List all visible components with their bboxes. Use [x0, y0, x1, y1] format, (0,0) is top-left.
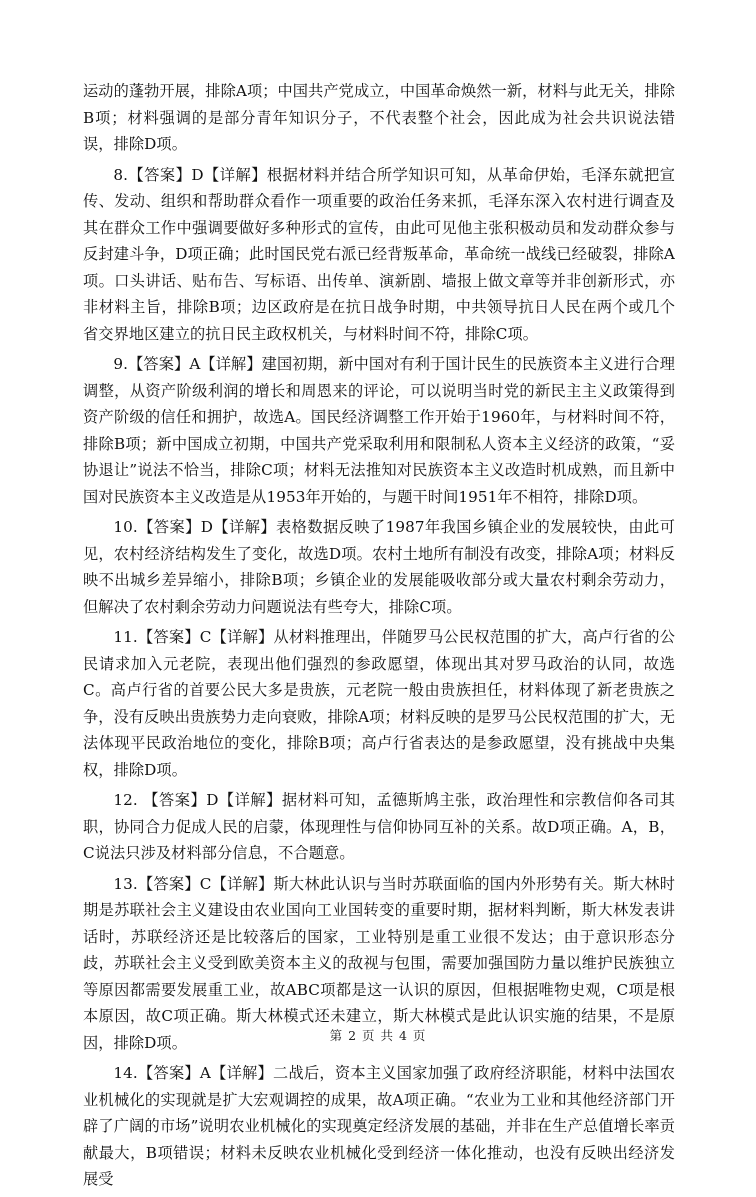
answer-paragraph-8: 8.【答案】D【详解】根据材料并结合所学知识可知，从革命伊始，毛泽东就把宣传、发动、组织和帮助群众看作一项重要的政治任务来抓，毛泽东深入农村进行调查及其在群众工作中强调要做好多种形式的宣传，由此可见他主张积极动员和发动群众参与反封建斗争，D项正确；此时国民党右派已经背叛革命，革命统一战线已经破裂，排除A项。口头讲话、贴布告、写标语、出传单、演新剧、墙报上做文章等并非创新形式，亦非材料主旨，排除B项；边区政府是在抗日战争时期，中共领导抗日人民在两个或几个省交界地区建立的抗日民主政权机关，与材料时间不符，排除C项。: [83, 165, 675, 343]
answer-paragraph-9: 9.【答案】A【详解】建国初期，新中国对有利于国计民生的民族资本主义进行合理调整，从资产阶级利润的增长和周恩来的评论，可以说明当时党的新民主主义政策得到资产阶级的信任和拥护，故选A。国民经济调整工作开始于1960年，与材料时间不符，排除B项；新中国成立初期，中国共产党采取利用和限制私人资本主义经济的政策，“妥协退让”说法不恰当，排除C项；材料无法推知对民族资本主义改造时机成熟，而且新中国对民族资本主义改造是从1953年开始的，与题干时间1951年不相符，排除D项。: [83, 355, 675, 506]
answer-paragraph-10: 10.【答案】D【详解】表格数据反映了1987年我国乡镇企业的发展较快，由此可见，农村经济结构发生了变化，故选D项。农村土地所有制没有改变，排除A项；材料反映不出城乡差异缩小，排除B项；乡镇企业的发展能吸收部分或大量农村剩余劳动力，但解决了农村剩余劳动力问题说法有些夸大，排除C项。: [83, 518, 675, 616]
answer-paragraph-14: 14.【答案】A【详解】二战后，资本主义国家加强了政府经济职能，材料中法国农业机械化的实现就是扩大宏观调控的成果，故A项正确。“农业为工业和其他经济部门开辟了广阔的市场”说明农业机械化的实现奠定经济发展的基础，并非在生产总值增长率贡献最大，B项错误；材料未反映农业机械化受到经济一体化推动，也没有反映出经济发展受: [83, 1064, 675, 1188]
page-number-footer: 第 2 页 共 4 页: [329, 1028, 427, 1043]
paragraph-continuation: 运动的蓬勃开展，排除A项；中国共产党成立，中国革命焕然一新，材料与此无关，排除B项；材料强调的是部分青年知识分子，不代表整个社会，因此成为社会共识说法错误，排除D项。: [83, 82, 675, 153]
answer-paragraph-12: 12. 【答案】D【详解】据材料可知，孟德斯鸠主张，政治理性和宗教信仰各司其职，协同合力促成人民的启蒙，体现理性与信仰协同互补的关系。故D项正确。A，B，C说法只涉及材料部分信息，不合题意。: [83, 791, 675, 862]
answer-paragraph-11: 11.【答案】C【详解】从材料推理出，伴随罗马公民权范围的扩大，高卢行省的公民请求加入元老院，表现出他们强烈的参政愿望，体现出其对罗马政治的认同，故选C。高卢行省的首要公民大多是贵族，元老院一般由贵族担任，材料体现了新老贵族之争，没有反映出贵族势力走向衰败，排除A项；材料反映的是罗马公民权范围的扩大，无法体现平民政治地位的变化，排除B项；高卢行省表达的是参政愿望，没有挑战中央集权，排除D项。: [83, 628, 675, 779]
answer-paragraph-13: 13.【答案】C【详解】斯大林此认识与当时苏联面临的国内外形势有关。斯大林时期是苏联社会主义建设由农业国向工业国转变的重要时期，据材料判断，斯大林发表讲话时，苏联经济还是比较落后的国家，工业特别是重工业很不发达；由于意识形态分歧，苏联社会主义受到欧美资本主义的敌视与包围，需要加强国防力量以维护民族独立等原因都需要发展重工业，故ABC项都是这一认识的原因，但根据唯物史观，C项是根本原因，故C项正确。斯大林模式还未建立，斯大林模式是此认识实施的结果，不是原因，排除D项。: [83, 874, 675, 1052]
